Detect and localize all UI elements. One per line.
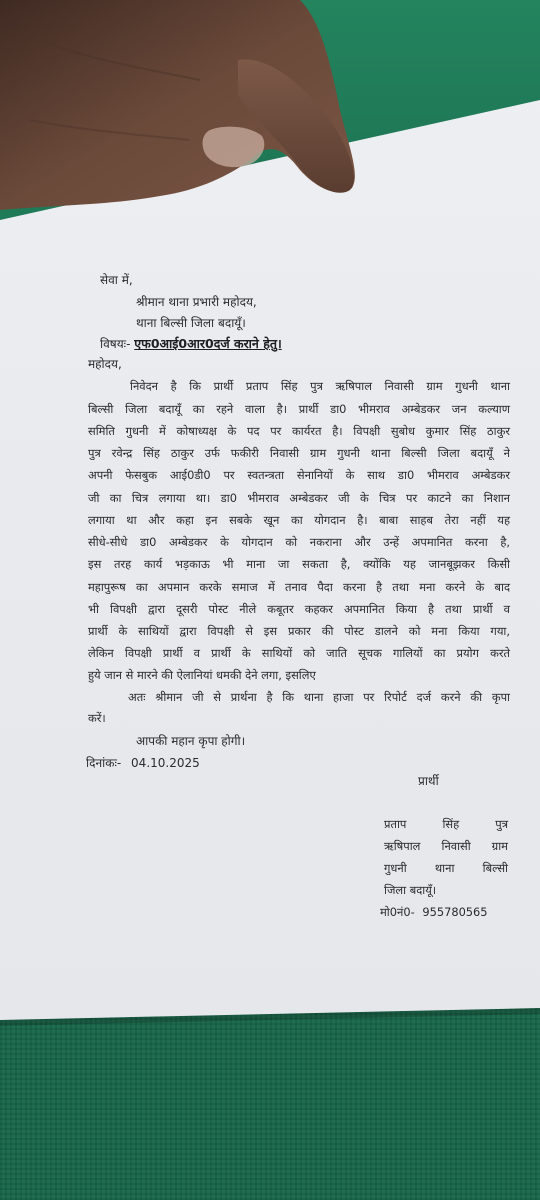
closing-line: आपकी महान कृपा होगी। bbox=[136, 734, 246, 748]
date-value: 04.10.2025 bbox=[131, 756, 200, 770]
body-line: महापुरूष का अपमान करके समाज में तनाव पैदा करना है तथा मना करने के बाद bbox=[88, 580, 510, 594]
request-line: अतः श्रीमान जी से प्रार्थना है कि थाना हाजा पर रिपोर्ट दर्ज करने की कृपा bbox=[128, 690, 510, 704]
signature-line: प्रताप सिंह पुत्र bbox=[384, 817, 508, 831]
salutation: सेवा में, bbox=[100, 273, 133, 287]
date-line bbox=[86, 755, 200, 771]
mobile-line bbox=[380, 904, 488, 920]
body-line: निवेदन है कि प्रार्थी प्रताप सिंह पुत्र ऋषिपाल निवासी ग्राम गुधनी थाना bbox=[130, 379, 510, 393]
mobile-value: 955780565 bbox=[422, 905, 488, 919]
signature-line: गुधनी थाना बिल्सी bbox=[384, 861, 508, 875]
body-line: इस तरह कार्य भड़काऊ भी माना जा सकता है, क्योंकि यह जानबूझकर किसी bbox=[88, 557, 510, 571]
applicant-label: प्रार्थी bbox=[418, 774, 439, 788]
greeting: महोदय, bbox=[88, 357, 122, 371]
body-line: हुये जान से मारने की ऐलानियां धमकी देने लगा, इसलिए bbox=[88, 668, 316, 682]
request-line: करें। bbox=[88, 711, 106, 725]
mobile-label: मो0नं0- bbox=[380, 905, 415, 919]
body-line: सीधे-सीधे डा0 अम्बेडकर के योगदान को नकराना और उन्हें अपमानित करना है, bbox=[88, 535, 510, 549]
subject-line bbox=[100, 336, 282, 352]
subject-text: एफ0आई0आर0दर्ज कराने हेतु। bbox=[134, 336, 282, 351]
body-line: जी का चित्र लगाया था। डा0 भीमराव अम्बेडकर जी के चित्र पर काटने का निशान bbox=[88, 491, 510, 505]
subject-prefix: विषयः- bbox=[100, 337, 131, 351]
addressee-line-1: श्रीमान थाना प्रभारी महोदय, bbox=[136, 295, 257, 309]
signature-line: ऋषिपाल निवासी ग्राम bbox=[384, 839, 508, 853]
body-line: प्रार्थी के साथियों द्वारा विपक्षी से इस प्रकार की पोस्ट डालने को मना किया गया, bbox=[88, 624, 510, 638]
addressee-line-2: थाना बिल्सी जिला बदायूँ। bbox=[136, 316, 246, 330]
body-line: भी विपक्षी द्वारा दूसरी पोस्ट नीले कबूतर कहकर अपमानित किया है तथा प्रार्थी व bbox=[88, 602, 510, 616]
body-line: बिल्सी जिला बदायूँ का रहने वाला है। प्रार्थी डा0 भीमराव अम्बेडकर जन कल्याण bbox=[88, 402, 510, 416]
signature-line: जिला बदायूँ। bbox=[384, 883, 437, 897]
body-line: समिति गुधनी में कोषाध्यक्ष के पद पर कार्यरत है। विपक्षी सुबोध कुमार सिंह ठाकुर bbox=[88, 424, 510, 438]
body-line: लगाया था और कहा इन सबके खून का योगदान है। बाबा साहब तेरा नहीं यह bbox=[88, 513, 510, 527]
body-line: पुत्र रवेन्द्र सिंह ठाकुर उर्फ फकीरी निवासी ग्राम गुधनी थाना बिल्सी जिला बदायूँ ने bbox=[88, 446, 510, 460]
body-line: अपनी फेसबुक आई0डी0 पर स्वतन्त्रता सेनानियों के साथ डा0 भीमराव अम्बेडकर bbox=[88, 468, 510, 482]
body-line: लेकिन विपक्षी प्रार्थी व प्रार्थी के साथियों को जाति सूचक गालियों का प्रयोग करते bbox=[88, 646, 510, 660]
date-label: दिनांकः- bbox=[86, 756, 122, 770]
